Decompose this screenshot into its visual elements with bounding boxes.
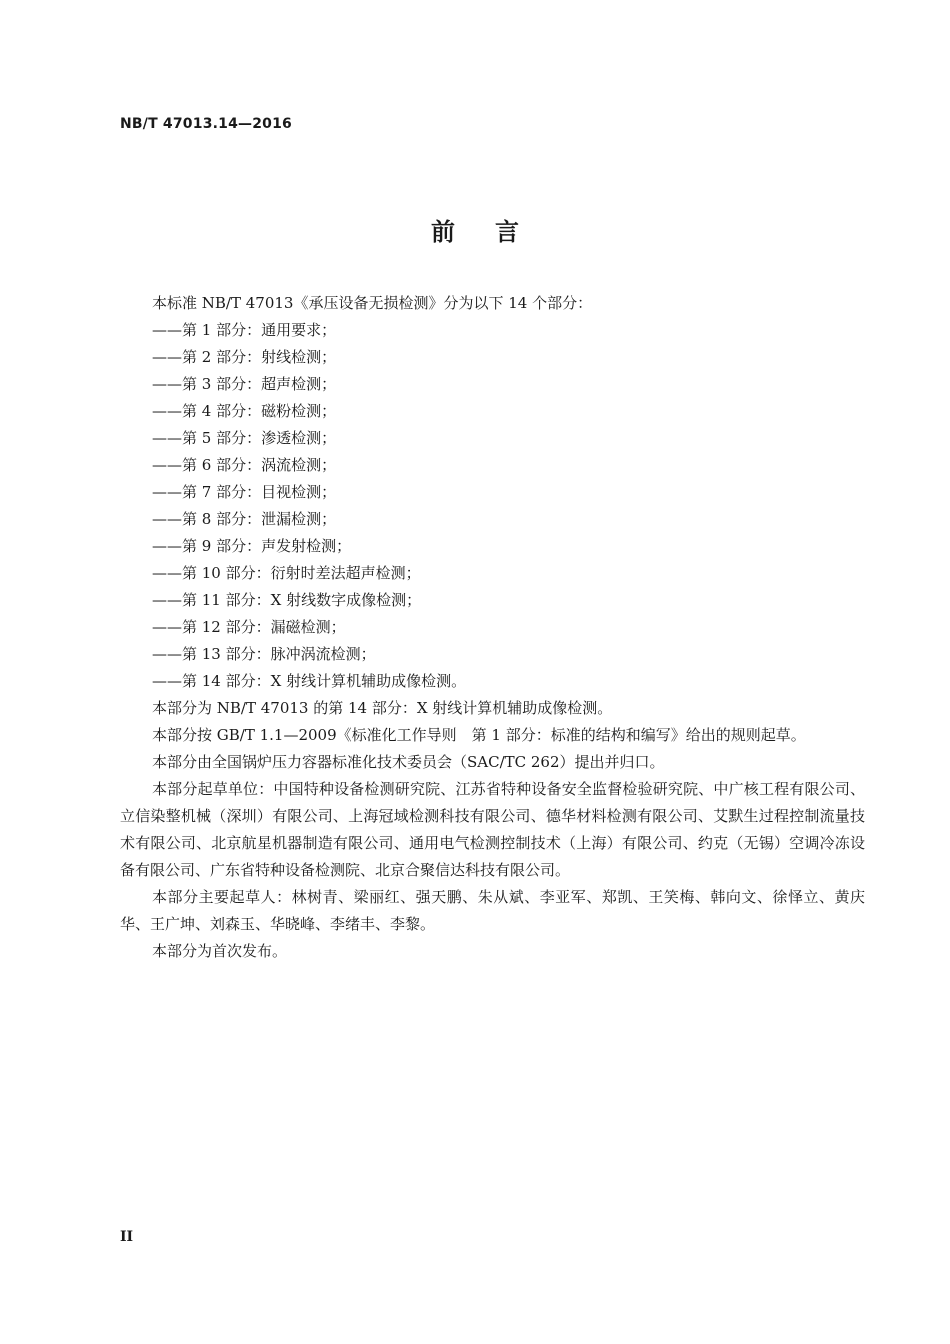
drafting-units-paragraph: 本部分起草单位：中国特种设备检测研究院、江苏省特种设备安全监督检验研究院、中广核工程有限公司、立信染整机械（深圳）有限公司、上海冠域检测科技有限公司、德华材料检测有限公司、艾默生过程控制流量技术有限公司、北京航星机器制造有限公司、通用电气检测控制技术（上海）有限公司、约克（无锡）空调冷冻设备有限公司、广东省特种设备检测院、北京合聚信达科技有限公司。	[120, 780, 865, 879]
drafters-paragraph: 本部分主要起草人：林树青、梁丽红、强天鹏、朱从斌、李亚军、郑凯、王笑梅、韩向文、徐怿立、黄庆华、王广坤、刘森玉、华晓峰、李绪丰、李黎。	[120, 888, 865, 933]
list-item: ——第 4 部分：磁粉检测；	[152, 402, 337, 420]
document-body	[120, 290, 865, 965]
drafting-rules-paragraph: 本部分按 GB/T 1.1—2009《标准化工作导则 第 1 部分：标准的结构和编写》给出的规则起草。	[152, 726, 806, 744]
page-title: 前言	[431, 218, 559, 246]
list-item: ——第 6 部分：涡流检测；	[152, 456, 337, 474]
list-item: ——第 2 部分：射线检测；	[152, 348, 337, 366]
part-statement-paragraph: 本部分为 NB/T 47013 的第 14 部分：X 射线计算机辅助成像检测。	[152, 699, 613, 717]
list-item: ——第 3 部分：超声检测；	[152, 375, 337, 393]
list-item: ——第 11 部分：X 射线数字成像检测；	[152, 591, 422, 609]
list-item: ——第 8 部分：泄漏检测；	[152, 510, 337, 528]
intro-paragraph: 本标准 NB/T 47013《承压设备无损检测》分为以下 14 个部分：	[152, 294, 593, 312]
list-item: ——第 1 部分：通用要求；	[152, 321, 337, 339]
list-item: ——第 14 部分：X 射线计算机辅助成像检测。	[152, 672, 467, 690]
committee-paragraph: 本部分由全国锅炉压力容器标准化技术委员会（SAC/TC 262）提出并归口。	[152, 753, 665, 771]
parts-list	[120, 317, 865, 695]
list-item: ——第 10 部分：衍射时差法超声检测；	[152, 564, 421, 582]
list-item: ——第 9 部分：声发射检测；	[152, 537, 352, 555]
list-item: ——第 5 部分：渗透检测；	[152, 429, 337, 447]
standard-code: NB/T 47013.14—2016	[120, 116, 292, 132]
list-item: ——第 7 部分：目视检测；	[152, 483, 337, 501]
page-number: II	[120, 1229, 134, 1245]
list-item: ——第 13 部分：脉冲涡流检测；	[152, 645, 376, 663]
list-item: ——第 12 部分：漏磁检测；	[152, 618, 346, 636]
first-release-paragraph: 本部分为首次发布。	[152, 942, 288, 960]
